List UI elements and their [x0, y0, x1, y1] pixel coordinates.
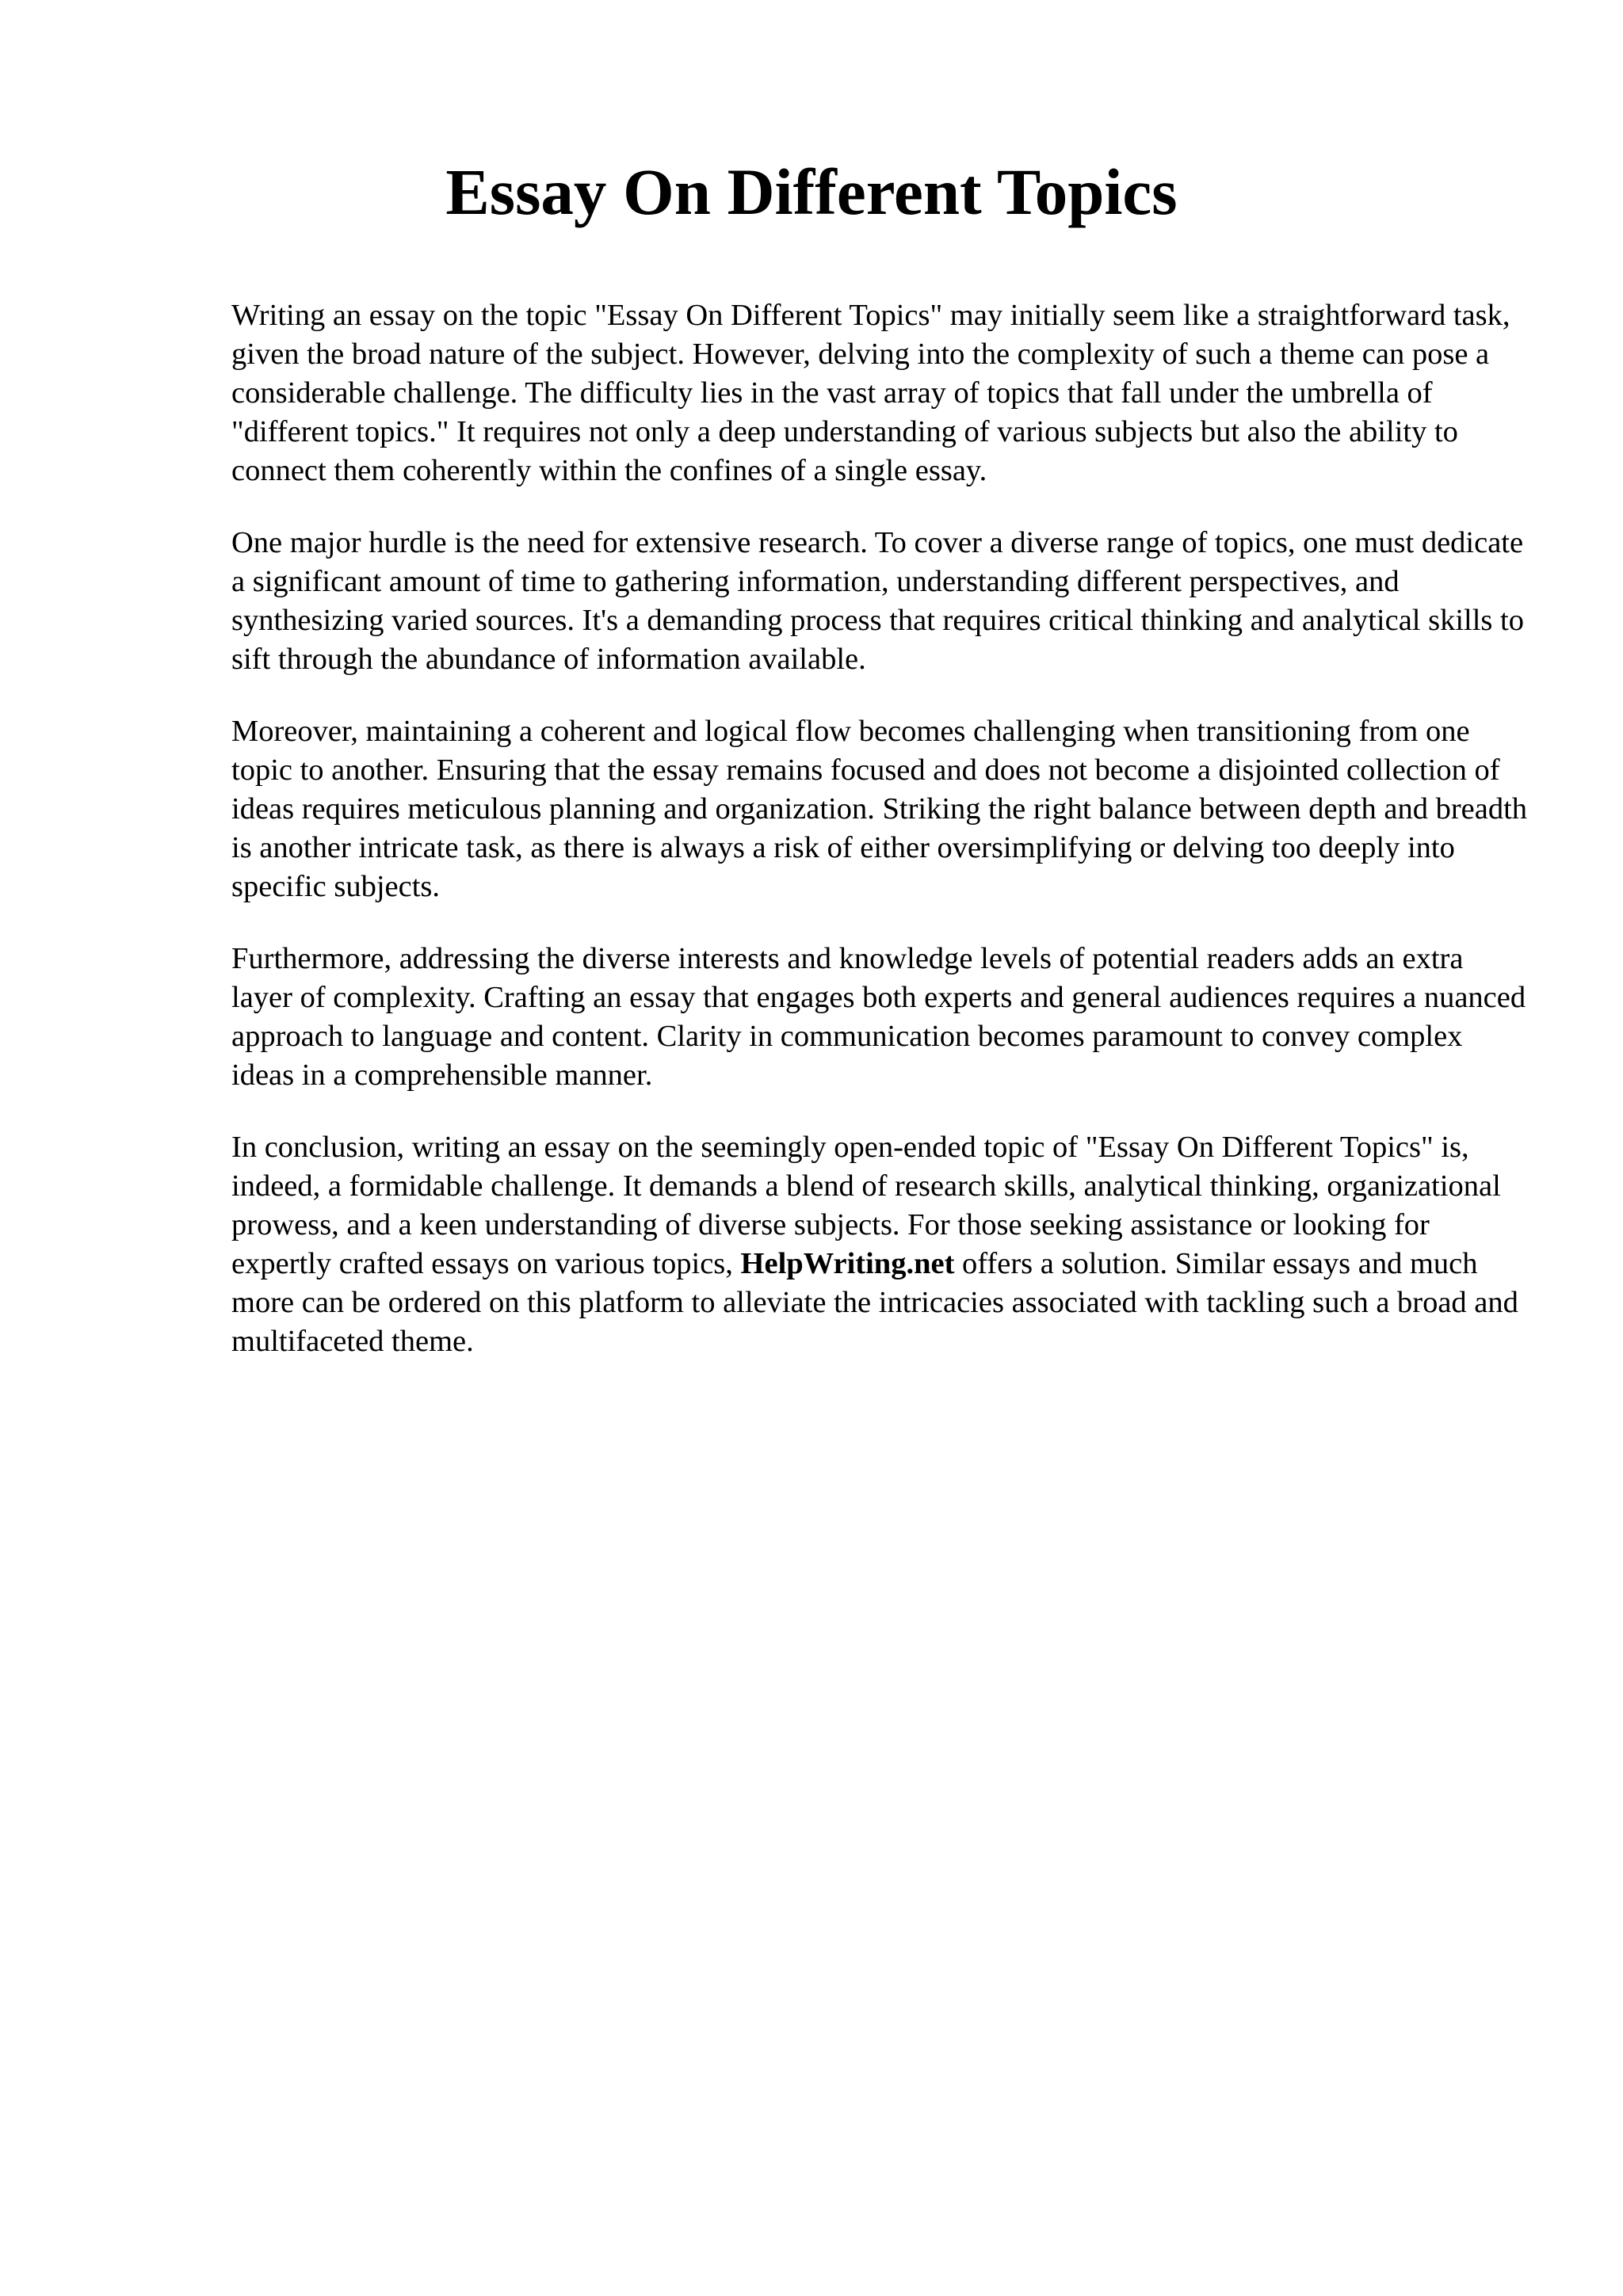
brand-name: HelpWriting.net: [740, 1247, 955, 1280]
paragraph-intro: Writing an essay on the topic "Essay On Different Topics" may initially seem like a straightforward task, given the broad nature of the subject. However, delving into the complexity of such a theme can pose a considerable challenge. The difficulty lies in the vast array of topics that fall under the umbrella of "different topics." It requires not only a deep understanding of various subjects but also the ability to connect them coherently within the confines of a single essay.: [231, 299, 1510, 487]
paragraph-conclusion: [231, 1128, 1531, 1361]
paragraph-readers: Furthermore, addressing the diverse interests and knowledge levels of potential readers adds an extra layer of complexity. Crafting an essay that engages both experts and general audiences requires a nuanced approach to language and content. Clarity in communication becomes paramount to convey complex ideas in a comprehensible manner.: [231, 942, 1526, 1092]
conclusion-text-start: In conclusion, writing an essay on the seemingly open-ended topic of "Essay On Different Topics" is, indeed, a formidable challenge. It demands a blend of research skills, analytical thinking, organizational prowess, and a keen understanding of diverse subjects. For those seeking assistance or looking for expertly crafted essays on various topics,: [231, 1131, 1501, 1280]
paragraph-research: One major hurdle is the need for extensive research. To cover a diverse range of topics, one must dedicate a significant amount of time to gathering information, understanding different perspectives, and synthesizing varied sources. It's a demanding process that requires critical thinking and analytical skills to sift through the abundance of information available.: [231, 526, 1524, 676]
conclusion-text-end: offers a solution. Similar essays and much more can be ordered on this platform to alleviate the intricacies associated with tackling such a broad and multifaceted theme.: [231, 1247, 1518, 1358]
document-title: Essay On Different Topics: [445, 155, 1178, 228]
document-body: [231, 296, 1531, 1394]
paragraph-flow: Moreover, maintaining a coherent and logical flow becomes challenging when transitioning from one topic to another. Ensuring that the essay remains focused and does not become a disjointed collection of ideas requires meticulous planning and organization. Striking the right balance between depth and breadth is another intricate task, as there is always a risk of either oversimplifying or delving too deeply into specific subjects.: [231, 715, 1528, 903]
